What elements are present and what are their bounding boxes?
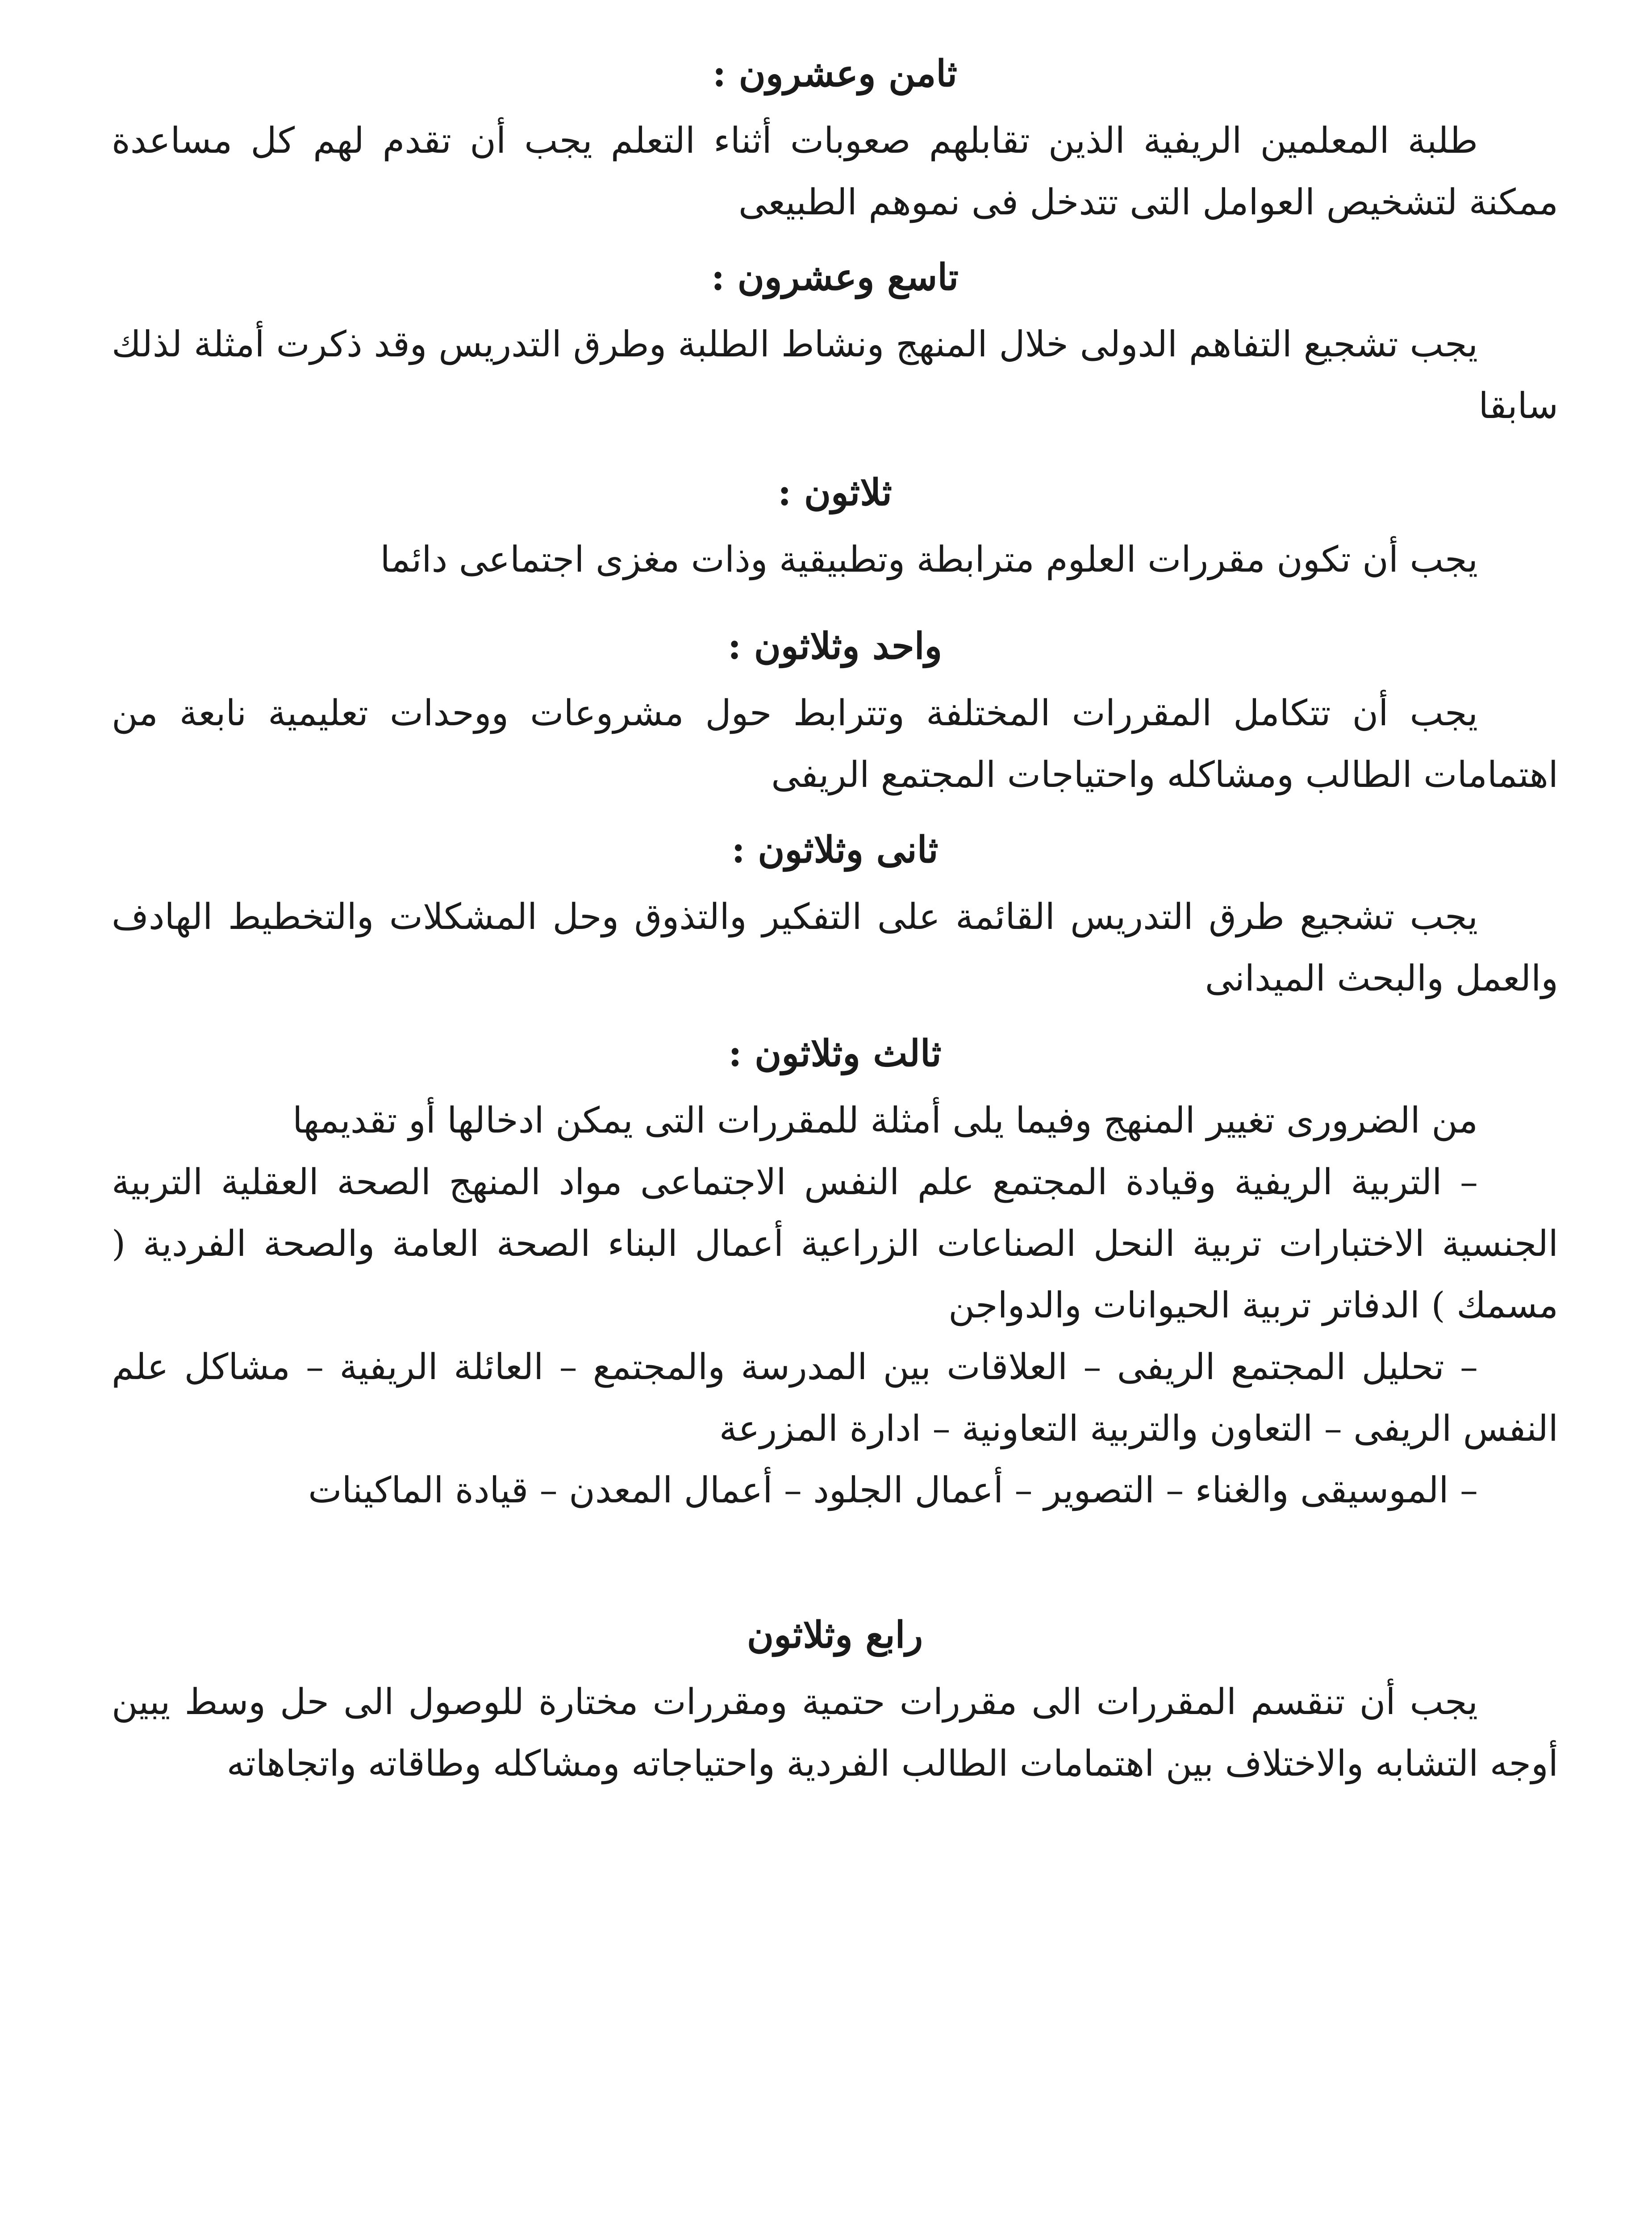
- section-33: [112, 1029, 1558, 1521]
- section-paragraph: يجب أن تنقسم المقررات الى مقررات حتمية ومقررات مختارة للوصول الى حل وسط يبين أوجه التشابه والاختلاف بين اهتمامات الطالب الفردية واحتياجاته ومشاكله وطاقاته واتجاهاته: [112, 1681, 1558, 1784]
- list-item: – تحليل المجتمع الريفى – العلاقات بين المدرسة والمجتمع – العائلة الريفية – مشاكل علم النفس الريفى – التعاون والتربية التعاونية – ادارة المزرعة: [112, 1346, 1558, 1449]
- section-34: [112, 1610, 1558, 1794]
- section-paragraph: يجب تشجيع طرق التدريس القائمة على التفكير والتذوق وحل المشكلات والتخطيط الهادف والعمل والبحث الميدانى: [112, 896, 1558, 999]
- section-heading: تاسع وعشرون :: [711, 256, 959, 299]
- section-heading: ثالث وثلاثون :: [728, 1032, 942, 1075]
- section-28: [112, 49, 1558, 233]
- section-heading: ثلاثون :: [778, 471, 892, 514]
- section-29: [112, 253, 1558, 437]
- list-item: – الموسيقى والغناء – التصوير – أعمال الجلود – أعمال المعدن – قيادة الماكينات: [308, 1469, 1478, 1511]
- section-30: [112, 468, 1558, 590]
- section-heading: ثامن وعشرون :: [712, 52, 958, 95]
- list-item: – التربية الريفية وقيادة المجتمع علم النفس الاجتماعى مواد المنهج الصحة العقلية التربية الجنسية الاختبارات تربية النحل الصناعات الزراعية أعمال البناء الصحة العامة والصحة الفردية ( مسمك ) الدفاتر تربية الحيوانات والدواجن: [112, 1161, 1558, 1326]
- section-heading: ثانى وثلاثون :: [731, 828, 939, 871]
- section-31: [112, 622, 1558, 806]
- section-paragraph: يجب أن تتكامل المقررات المختلفة وتترابط حول مشروعات ووحدات تعليمية نابعة من اهتمامات الطالب ومشاكله واحتياجات المجتمع الريفى: [112, 692, 1558, 795]
- section-paragraph: طلبة المعلمين الريفية الذين تقابلهم صعوبات أثناء التعلم يجب أن تقدم لهم كل مساعدة ممكنة لتشخيص العوامل التى تتدخل فى نموهم الطبيعى: [112, 120, 1558, 223]
- section-paragraph: يجب أن تكون مقررات العلوم مترابطة وتطبيقية وذات مغزى اجتماعى دائما: [380, 539, 1478, 580]
- section-32: [112, 825, 1558, 1009]
- section-heading: واحد وثلاثون :: [727, 625, 943, 668]
- section-paragraph: يجب تشجيع التفاهم الدولى خلال المنهج ونشاط الطلبة وطرق التدريس وقد ذكرت أمثلة لذلك سابقا: [112, 323, 1558, 427]
- section-paragraph: من الضرورى تغيير المنهج وفيما يلى أمثلة للمقررات التى يمكن ادخالها أو تقديمها: [292, 1100, 1478, 1141]
- section-heading: رابع وثلاثون: [747, 1614, 923, 1656]
